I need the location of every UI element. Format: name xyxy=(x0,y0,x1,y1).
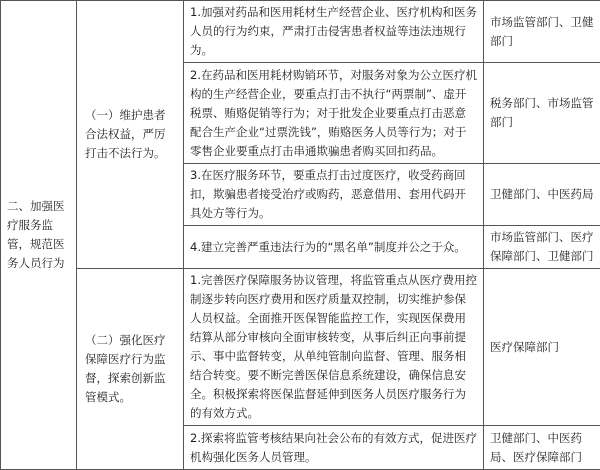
department-cell: 卫健部门、中医药局 xyxy=(484,164,600,226)
category-cell: 二、加强医疗服务监管，规范医务人员行为 xyxy=(1,1,77,470)
measure-cell: 1.加强对药品和医用耗材生产经营企业、医疗机构和医务人员的行为约束，严肃打击侵害患者权益等违法违规行为。 xyxy=(184,1,484,63)
measure-cell: 1.完善医疗保障服务协议管理，将监管重点从医疗费用控制逐步转向医疗费用和医疗质量双控制，切实维护参保人员权益。全面推开医保智能监控工作，实现医保费用结算从部分审核向全面审核转变，从事后纠正向事前提示、事中监督转变，从单纯管制向监督、管理、服务相结合转变。要不断完善医保信息系统建设，确保信息安全。积极探索将医保监督延伸到医务人员医疗服务行为的有效方式。 xyxy=(184,269,484,426)
department-cell: 税务部门、市场监管部门 xyxy=(484,63,600,164)
table-row xyxy=(1,269,600,426)
measure-cell: 3.在医疗服务环节，要重点打击过度医疗，收受药商回扣，欺骗患者接受治疗或购药，恶意借用、套用代码开具处方等行为。 xyxy=(184,164,484,226)
subtitle-cell: （一）维护患者合法权益，严厉打击不法行为。 xyxy=(77,1,184,269)
measure-cell: 2.探索将监管考核结果向社会公布的有效方式，促进医疗机构强化医务人员管理。 xyxy=(184,426,484,470)
table-row xyxy=(1,1,600,63)
department-cell: 市场监管部门、卫健部门 xyxy=(484,1,600,63)
department-cell: 医疗保障部门 xyxy=(484,269,600,426)
department-cell: 卫健部门、中医药局、医疗保障部门 xyxy=(484,426,600,470)
measure-cell: 2.在药品和医用耗材购销环节，对服务对象为公立医疗机构的生产经营企业，要重点打击不执行“两票制”、虚开税票、贿赂促销等行为；对于批发企业要重点打击恶意配合生产企业“过票洗钱”，贿赂医务人员等行为；对于零售企业要重点打击串通欺骗患者购买回扣药品。 xyxy=(184,63,484,164)
department-cell: 市场监管部门、医疗保障部门、卫健部门 xyxy=(484,226,600,269)
subtitle-cell: （二）强化医疗保障医疗行为监督，探索创新监管模式。 xyxy=(77,269,184,470)
measure-cell: 4.建立完善严重违法行为的“黑名单”制度并公之于众。 xyxy=(184,226,484,269)
